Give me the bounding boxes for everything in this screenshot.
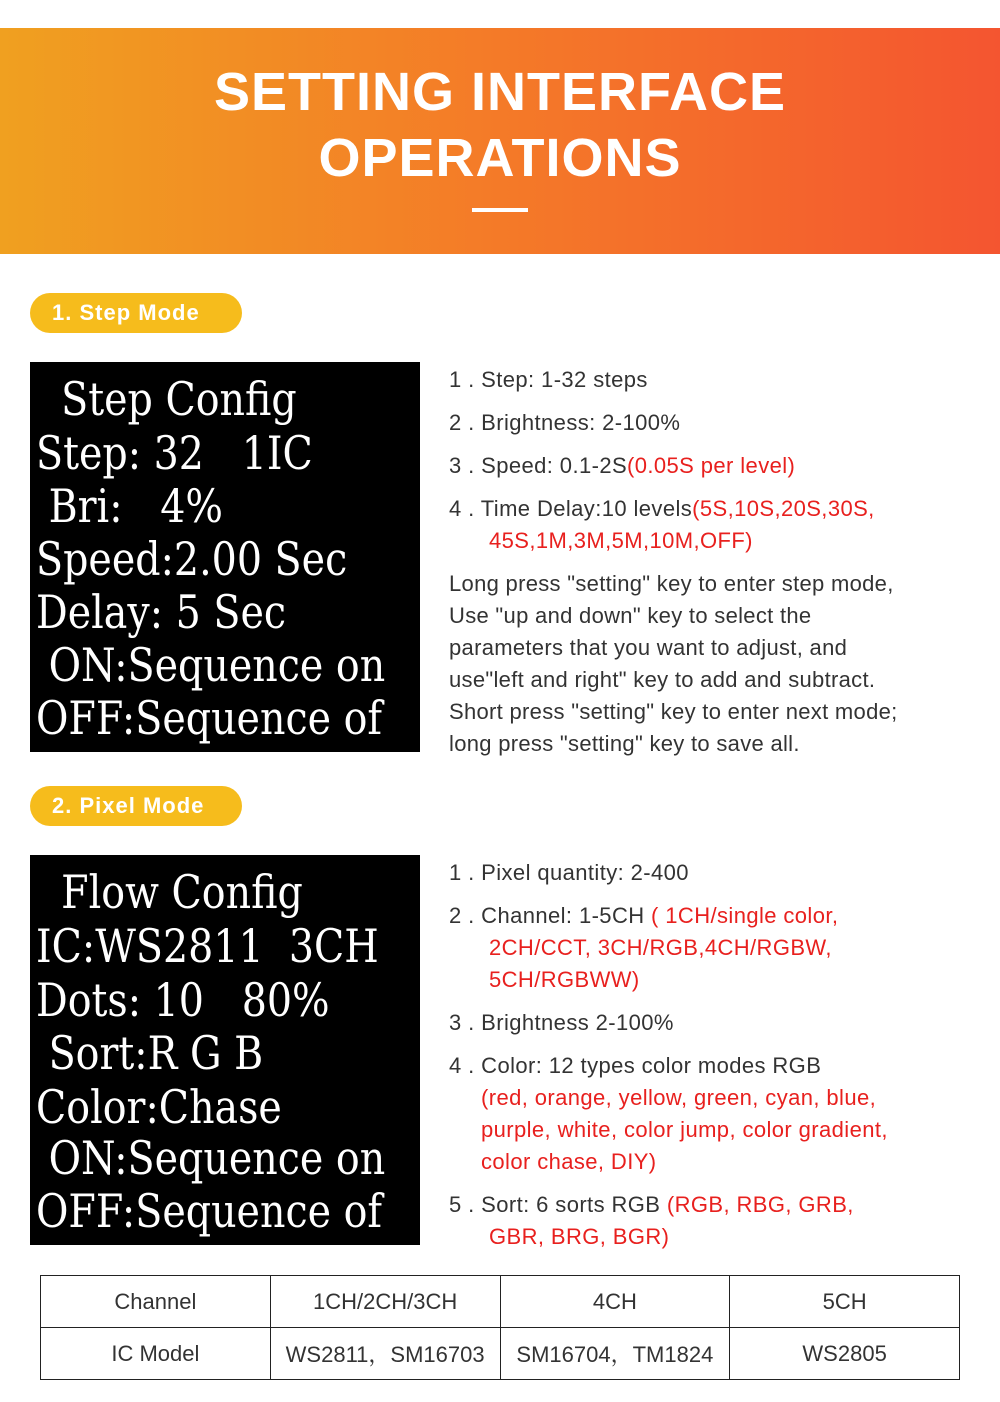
table-cell: WS2811，SM16703 xyxy=(270,1328,500,1380)
header-banner xyxy=(0,28,1000,254)
table-row xyxy=(41,1276,960,1328)
spec-step-range: 1 . Step: 1-32 steps xyxy=(449,367,648,392)
pixel-mode-badge: 2. Pixel Mode xyxy=(30,786,242,826)
step-mode-instructions xyxy=(449,568,989,760)
table-header-cell: 4CH xyxy=(500,1276,730,1328)
spec-color-list: color chase, DIY) xyxy=(481,1149,657,1174)
spec-pixel-quantity: 1 . Pixel quantity: 2-400 xyxy=(449,860,689,885)
spec-time-delay-levels-cont: 45S,1M,3M,5M,10M,OFF) xyxy=(489,528,753,553)
spec-brightness-range: 2 . Brightness: 2-100% xyxy=(449,410,681,435)
lcd-line: OFF:Sequence of xyxy=(36,691,383,745)
spec-speed xyxy=(449,450,795,482)
lcd-line: Dots: 10 80% xyxy=(36,973,330,1027)
table-header-cell: Channel xyxy=(41,1276,271,1328)
spec-sort xyxy=(449,1189,854,1221)
step-config-lcd xyxy=(30,362,420,752)
lcd-line: Speed:2.00 Sec xyxy=(36,532,348,586)
spec-time-delay xyxy=(449,493,875,525)
lcd-line: ON:Sequence on xyxy=(36,1131,386,1185)
spec-channel-options-cont: 2CH/CCT, 3CH/RGB,4CH/RGBW, xyxy=(489,935,832,960)
instruction-line: parameters that you want to adjust, and xyxy=(449,635,848,660)
spec-pixel-brightness: 3 . Brightness 2-100% xyxy=(449,1010,674,1035)
instruction-line: use"left and right" key to add and subtract. xyxy=(449,667,876,692)
table-header-cell: 5CH xyxy=(730,1276,960,1328)
step-mode-badge: 1. Step Mode xyxy=(30,293,242,333)
spec-time-delay-text: 4 . Time Delay:10 levels xyxy=(449,496,693,521)
spec-color-list: purple, white, color jump, color gradient, xyxy=(481,1117,888,1142)
spec-channel-text: 2 . Channel: 1-5CH xyxy=(449,903,652,928)
instruction-line: Use "up and down" key to select the xyxy=(449,603,812,628)
spec-sort-options: (RGB, RBG, GRB, xyxy=(666,1192,854,1217)
spec-sort-text: 5 . Sort: 6 sorts RGB xyxy=(449,1192,667,1217)
flow-config-lcd xyxy=(30,855,420,1245)
lcd-line: ON:Sequence on xyxy=(36,638,386,692)
instruction-line: Long press "setting" key to enter step mode, xyxy=(449,571,894,596)
banner-divider xyxy=(472,208,528,212)
lcd-line: OFF:Sequence of xyxy=(36,1184,383,1238)
spec-channel-options: ( 1CH/single color, xyxy=(651,903,839,928)
table-cell: SM16704，TM1824 xyxy=(500,1328,730,1380)
spec-color-list: (red, orange, yellow, green, cyan, blue, xyxy=(481,1085,877,1110)
lcd-line: Sort:R G B xyxy=(36,1026,264,1080)
ic-model-table xyxy=(40,1275,960,1380)
spec-time-delay-levels: (5S,10S,20S,30S, xyxy=(692,496,875,521)
spec-channel xyxy=(449,900,838,932)
lcd-line: IC:WS2811 3CH xyxy=(36,919,379,973)
table-cell: WS2805 xyxy=(730,1328,960,1380)
lcd-line: Step: 32 1IC xyxy=(36,426,313,480)
spec-speed-text: 3 . Speed: 0.1-2S xyxy=(449,453,628,478)
spec-channel-options-cont: 5CH/RGBWW) xyxy=(489,967,640,992)
banner-title-line1: SETTING INTERFACE xyxy=(213,62,787,122)
spec-speed-note: (0.05S per level) xyxy=(627,453,796,478)
lcd-line: Delay: 5 Sec xyxy=(36,585,287,639)
instruction-line: Short press "setting" key to enter next mode; xyxy=(449,699,898,724)
instruction-line: long press "setting" key to save all. xyxy=(449,731,800,756)
top-margin xyxy=(0,0,1000,28)
lcd-line: Bri: 4% xyxy=(36,479,224,533)
lcd-line: Flow Config xyxy=(36,865,303,919)
table-cell: IC Model xyxy=(41,1328,271,1380)
lcd-line: Color:Chase xyxy=(36,1080,282,1134)
table-header-cell: 1CH/2CH/3CH xyxy=(270,1276,500,1328)
banner-title-line2: OPERATIONS xyxy=(318,128,682,188)
table-row xyxy=(41,1328,960,1380)
lcd-line: Step Config xyxy=(36,372,297,426)
spec-color-modes: 4 . Color: 12 types color modes RGB xyxy=(449,1053,822,1078)
spec-sort-options-cont: GBR, BRG, BGR) xyxy=(489,1224,670,1249)
